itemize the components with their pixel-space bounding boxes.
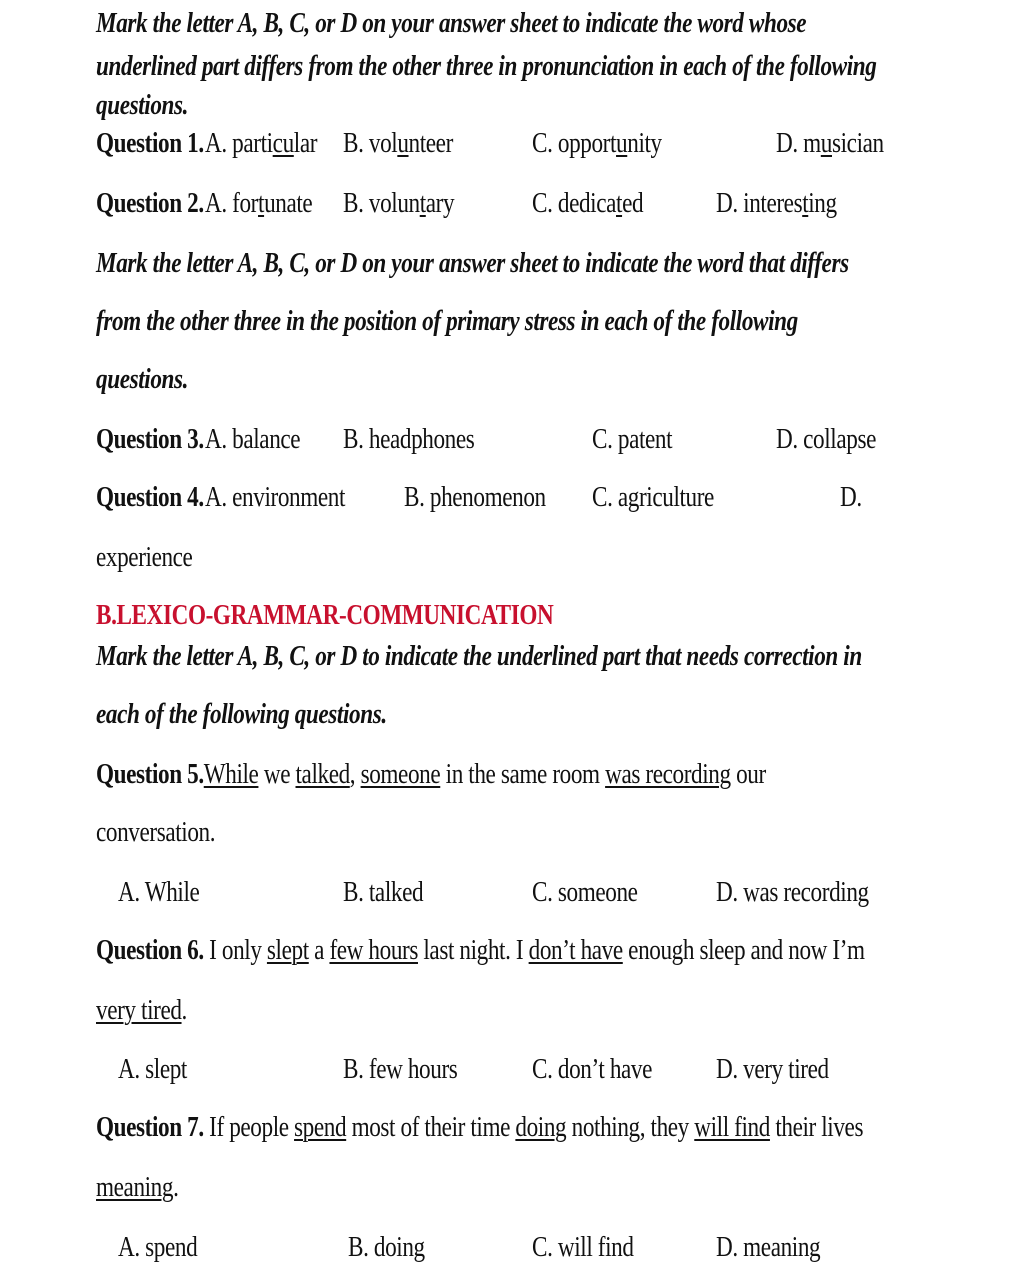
q7-option-c: C. will find <box>532 1231 634 1263</box>
question-label: Question 6. <box>96 934 204 966</box>
question-7-stem: Question 7. If people spend most of their time doing nothing, they will find their lives <box>96 1111 864 1143</box>
question-6-stem-continued: very tired. <box>96 994 187 1026</box>
question-label: Question 3. <box>96 423 204 455</box>
q2-option-a: A. fortunate <box>205 187 313 219</box>
q1-option-c: C. opportunity <box>532 127 662 159</box>
stress-instruction-line-2: from the other three in the position of primary stress in each of the following <box>96 305 798 337</box>
question-3 <box>96 420 204 458</box>
question-label: Question 1. <box>96 127 204 159</box>
question-5-stem: Question 5.While we talked, someone in the same room was recording our <box>96 758 766 790</box>
pronunciation-instruction-line-3: questions. <box>96 89 189 121</box>
q7-option-a: A. spend <box>118 1231 198 1263</box>
q1-option-a: A. particular <box>205 127 318 159</box>
stress-instruction-line-3: questions. <box>96 363 189 395</box>
q2-option-c: C. dedicated <box>532 187 644 219</box>
question-label: Question 7. <box>96 1111 204 1143</box>
q7-option-d: D. meaning <box>716 1231 821 1263</box>
q3-option-b: B. headphones <box>343 423 475 455</box>
pronunciation-instruction-line-1: Mark the letter A, B, C, or D on your answer sheet to indicate the word whose <box>96 7 807 39</box>
q5-option-d: D. was recording <box>716 876 869 908</box>
q3-option-c: C. patent <box>592 423 673 455</box>
question-7-stem-continued: meaning. <box>96 1171 179 1203</box>
q1-option-d: D. musician <box>776 127 884 159</box>
q5-option-a: A. While <box>118 876 200 908</box>
q4-option-c: C. agriculture <box>592 481 714 513</box>
q4-option-d: D. <box>840 481 862 513</box>
pronunciation-instruction-line-2: underlined part differs from the other three in pronunciation in each of the following <box>96 50 877 82</box>
question-4 <box>96 478 204 516</box>
q3-option-d: D. collapse <box>776 423 876 455</box>
question-label: Question 4. <box>96 481 204 513</box>
q5-option-c: C. someone <box>532 876 638 908</box>
question-label: Question 2. <box>96 187 204 219</box>
q6-option-c: C. don’t have <box>532 1053 653 1085</box>
q5-option-b: B. talked <box>343 876 424 908</box>
question-2 <box>96 184 204 222</box>
q1-option-b: B. volunteer <box>343 127 453 159</box>
q2-option-d: D. interesting <box>716 187 837 219</box>
error-instruction-line-1: Mark the letter A, B, C, or D to indicate the underlined part that needs correction in <box>96 640 862 672</box>
question-1 <box>96 124 204 162</box>
q7-option-b: B. doing <box>348 1231 425 1263</box>
q6-option-a: A. slept <box>118 1053 187 1085</box>
error-instruction-line-2: each of the following questions. <box>96 698 387 730</box>
q6-option-b: B. few hours <box>343 1053 458 1085</box>
q2-option-b: B. voluntary <box>343 187 455 219</box>
question-label: Question 5. <box>96 758 204 790</box>
question-6-stem: Question 6. I only slept a few hours last night. I don’t have enough sleep and now I’m <box>96 934 865 966</box>
q4-option-a: A. environment <box>205 481 346 513</box>
q6-option-d: D. very tired <box>716 1053 829 1085</box>
q3-option-a: A. balance <box>205 423 301 455</box>
q4-option-b: B. phenomenon <box>404 481 546 513</box>
stress-instruction-line-1: Mark the letter A, B, C, or D on your answer sheet to indicate the word that differs <box>96 247 849 279</box>
question-5-stem-continued: conversation. <box>96 816 216 848</box>
section-b-heading: B.LEXICO-GRAMMAR-COMMUNICATION <box>96 599 554 631</box>
q4-option-d-continued: experience <box>96 541 193 573</box>
